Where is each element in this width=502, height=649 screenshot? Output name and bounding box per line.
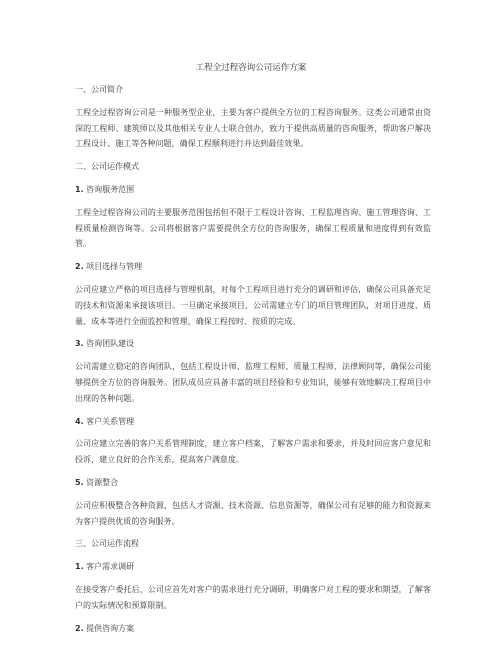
item-title: 咨询团队建设 xyxy=(86,339,135,349)
document-body xyxy=(75,82,431,643)
item-title: 提供咨询方案 xyxy=(86,623,135,633)
paragraph-resource-integration: 公司应积极整合各种资源，包括人才资源、技术资源、信息资源等，确保公司有足够的能力和资源来为客户提供优质的咨询服务。 xyxy=(75,500,431,526)
item-number: 4. xyxy=(75,416,84,426)
subheading-customer-relations xyxy=(75,414,431,430)
paragraph-team-building: 公司需建立稳定的咨询团队，包括工程设计师、监理工程师、质量工程师、法律顾问等，确保公司能够提供全方位的咨询服务。团队成员应具备丰富的项目经验和专业知识，能够有效地解决工程项目中出现的各种问题。 xyxy=(75,362,431,403)
item-number: 2. xyxy=(75,623,84,633)
paragraph-company-intro: 工程全过程咨询公司是一种服务型企业，主要为客户提供全方位的工程咨询服务。这类公司通常由资深的工程师、建筑师以及其他相关专业人士联合创办，致力于提供高质量的咨询服务，帮助客户解决工程设计、施工等各种问题，确保工程顺利进行并达到最佳效果。 xyxy=(75,107,431,149)
item-number: 2. xyxy=(75,262,84,272)
paragraph-needs-research: 在接受客户委托后，公司应首先对客户的需求进行充分调研，明确客户对工程的要求和期望，了解客户的实际情况和预算限制。 xyxy=(75,584,431,610)
document-title: 工程全过程咨询公司运作方案 xyxy=(195,63,307,73)
subheading-team-building xyxy=(75,336,431,352)
subheading-resource-integration xyxy=(75,475,431,491)
subheading-project-management xyxy=(75,259,431,275)
item-title: 客户关系管理 xyxy=(86,416,135,426)
section-heading-operation-mode: 二、公司运作模式 xyxy=(75,162,139,172)
item-number: 3. xyxy=(75,339,84,349)
item-number: 5. xyxy=(75,477,84,487)
subheading-service-scope xyxy=(75,182,431,198)
item-title: 咨询服务范围 xyxy=(86,184,135,194)
section-heading-company-intro: 一、公司简介 xyxy=(75,85,123,94)
paragraph-service-scope: 工程全过程咨询公司的主要服务范围包括但不限于工程设计咨询、工程监理咨询、施工管理咨询、工程质量检测咨询等。公司将根据客户需要提供全方位的咨询服务，确保工程质量和进度得到有效监管。 xyxy=(75,207,431,249)
item-number: 1. xyxy=(75,562,84,572)
item-number: 1. xyxy=(75,184,84,194)
item-title: 项目选择与管理 xyxy=(86,262,143,272)
item-title: 客户需求调研 xyxy=(86,562,135,572)
paragraph-project-management: 公司应建立严格的项目选择与管理机制，对每个工程项目进行充分的调研和评估，确保公司具备充足的技术和资源来承接该项目。一旦确定承接项目，公司需建立专门的项目管理团队，对项目进度、质量、成本等进行全面监控和管理，确保工程按时、按质的完成。 xyxy=(75,284,431,326)
subheading-consulting-plan xyxy=(75,621,431,637)
paragraph-customer-relations: 公司应建立完善的客户关系管理制度，建立客户档案，了解客户需求和要求，并及时回应客户意见和投诉，建立良好的合作关系，提高客户满意度。 xyxy=(75,439,431,465)
item-title: 资源整合 xyxy=(86,477,119,487)
section-heading-operation-process: 三、公司运作流程 xyxy=(75,539,139,549)
subheading-needs-research xyxy=(75,559,431,575)
